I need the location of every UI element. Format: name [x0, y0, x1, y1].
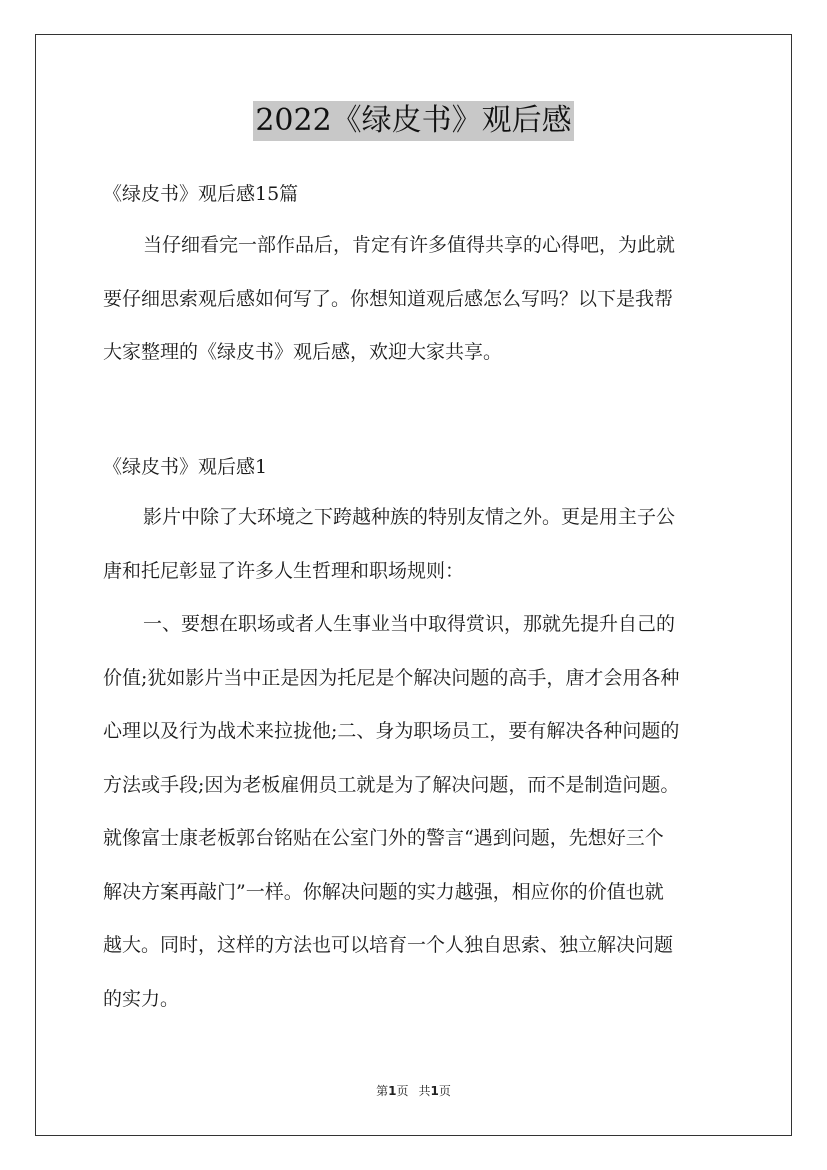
paragraph-line: 越大。同时，这样的方法也可以培育一个人独自思索、独立解决问题 — [103, 934, 674, 956]
paragraph-line: 心理以及行为战术来拉拢他;二、身为职场员工，要有解决各种问题的 — [103, 720, 680, 742]
page-suffix: 页 — [396, 1084, 409, 1098]
document-title: 2022《绿皮书》观后感 — [253, 101, 573, 141]
paragraph-line: 一、要想在职场或者人生事业当中取得赏识，那就先提升自己的 — [143, 613, 676, 635]
document-subtitle: 《绿皮书》观后感15篇 — [103, 183, 299, 205]
paragraph-line: 影片中除了大环境之下跨越种族的特别友情之外。更是用主子公 — [143, 506, 676, 528]
page-number: 1 — [388, 1084, 397, 1098]
page-footer — [0, 1083, 827, 1099]
intro-line: 要仔细思索观后感如何写了。你想知道观后感怎么写吗？以下是我帮 — [103, 287, 674, 310]
paragraph-line: 唐和托尼彰显了许多人生哲理和职场规则： — [103, 559, 465, 582]
intro-line: 大家整理的《绿皮书》观后感，欢迎大家共享。 — [103, 341, 503, 363]
section-heading: 《绿皮书》观后感1 — [103, 456, 268, 478]
paragraph-line: 的实力。 — [103, 987, 180, 1010]
intro-line: 当仔细看完一部作品后，肯定有许多值得共享的心得吧，为此就 — [143, 234, 676, 256]
paragraph-1 — [103, 491, 743, 598]
paragraph-line: 方法或手段;因为老板雇佣员工就是为了解决问题，而不是制造问题。 — [103, 773, 680, 796]
page-prefix: 第 — [376, 1084, 389, 1098]
intro-paragraph — [103, 219, 743, 380]
paragraph-2 — [103, 598, 743, 1026]
paragraph-line: 就像富士康老板郭台铭贴在公室门外的警言“遇到问题，先想好三个 — [103, 827, 664, 849]
total-suffix: 页 — [438, 1084, 451, 1098]
paragraph-line: 解决方案再敲门”一样。你解决问题的实力越强，相应你的价值也就 — [103, 880, 664, 903]
paragraph-line: 价值;犹如影片当中正是因为托尼是个解决问题的高手，唐才会用各种 — [103, 666, 680, 689]
total-prefix: 共 — [418, 1084, 431, 1098]
title-container — [0, 101, 827, 141]
page-total: 1 — [430, 1084, 439, 1098]
